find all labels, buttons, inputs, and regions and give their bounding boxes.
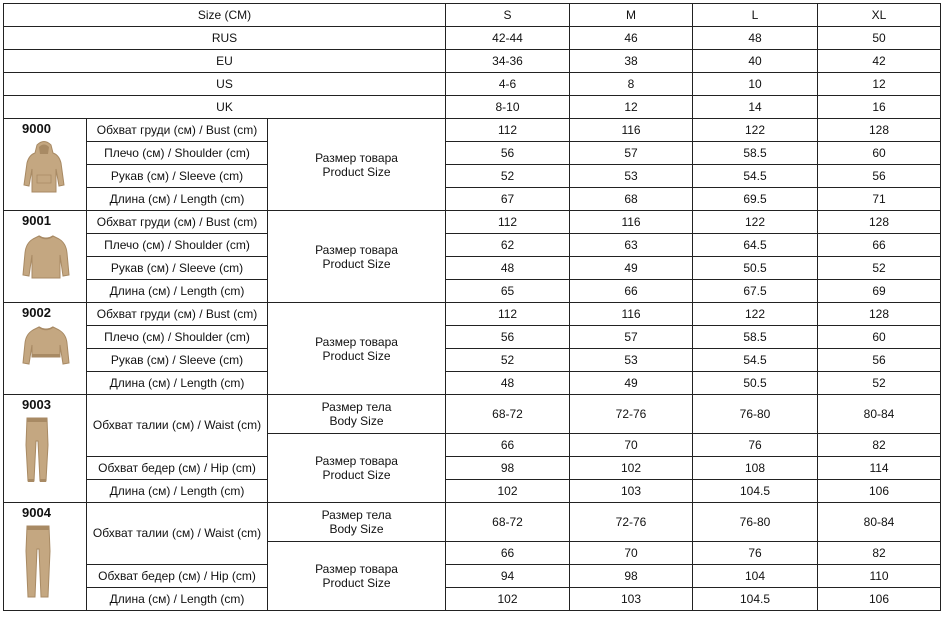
label-en: Product Size — [322, 256, 391, 271]
size-value: 56 — [818, 165, 941, 188]
label-ru: Размер товара — [315, 562, 398, 576]
size-value: 112 — [446, 303, 570, 326]
label-ru: Размер тела — [321, 508, 392, 522]
product-code-cell — [4, 211, 87, 303]
region-value: 12 — [818, 73, 941, 96]
size-value: 80-84 — [818, 503, 941, 542]
label-ru: Размер товара — [315, 454, 398, 468]
size-value: 62 — [446, 234, 570, 257]
size-value: 67.5 — [693, 280, 818, 303]
size-column-xl: XL — [818, 4, 941, 27]
product-code: 9003 — [22, 397, 51, 412]
size-value: 71 — [818, 188, 941, 211]
size-column-m: M — [570, 4, 693, 27]
measurement-label: Обхват бедер (см) / Hip (cm) — [87, 457, 268, 480]
measurement-label: Длина (см) / Length (cm) — [87, 588, 268, 611]
size-value: 66 — [570, 280, 693, 303]
region-value: 10 — [693, 73, 818, 96]
size-value: 70 — [570, 434, 693, 457]
measurement-row — [4, 457, 941, 480]
measurement-row — [4, 503, 941, 542]
label-ru: Размер товара — [315, 242, 398, 257]
size-value: 128 — [818, 303, 941, 326]
region-value: 42-44 — [446, 27, 570, 50]
measurement-row — [4, 165, 941, 188]
measurement-label: Обхват бедер (см) / Hip (cm) — [87, 565, 268, 588]
size-value: 76 — [693, 542, 818, 565]
beige-sweatshirt-image — [22, 231, 86, 281]
label-en: Product Size — [322, 348, 391, 363]
size-value: 94 — [446, 565, 570, 588]
size-value: 76-80 — [693, 395, 818, 434]
measurement-row — [4, 188, 941, 211]
size-value: 122 — [693, 303, 818, 326]
size-value: 60 — [818, 326, 941, 349]
size-value: 56 — [446, 326, 570, 349]
size-value: 102 — [446, 480, 570, 503]
size-value: 50.5 — [693, 372, 818, 395]
measurement-label: Обхват талии (см) / Waist (cm) — [87, 395, 268, 457]
size-value: 106 — [818, 588, 941, 611]
size-value: 52 — [446, 349, 570, 372]
measurement-row — [4, 326, 941, 349]
size-column-s: S — [446, 4, 570, 27]
size-value: 103 — [570, 480, 693, 503]
region-value: 38 — [570, 50, 693, 73]
body-size-label — [268, 503, 446, 542]
size-value: 116 — [570, 119, 693, 142]
beige-hoodie-image — [22, 139, 86, 195]
size-value: 69.5 — [693, 188, 818, 211]
size-chart-table — [3, 3, 941, 611]
size-value: 76-80 — [693, 503, 818, 542]
size-value: 80-84 — [818, 395, 941, 434]
size-value: 56 — [818, 349, 941, 372]
size-value: 50.5 — [693, 257, 818, 280]
measurement-label: Рукав (см) / Sleeve (cm) — [87, 257, 268, 280]
size-value: 57 — [570, 326, 693, 349]
size-value: 112 — [446, 119, 570, 142]
product-code: 9000 — [22, 121, 51, 136]
region-label: RUS — [4, 27, 446, 50]
size-value: 76 — [693, 434, 818, 457]
region-value: 34-36 — [446, 50, 570, 73]
measurement-label: Длина (см) / Length (cm) — [87, 280, 268, 303]
size-value: 49 — [570, 257, 693, 280]
region-value: 16 — [818, 96, 941, 119]
size-value: 69 — [818, 280, 941, 303]
product-size-label — [268, 303, 446, 395]
product-size-label — [268, 119, 446, 211]
size-value: 65 — [446, 280, 570, 303]
size-value: 66 — [818, 234, 941, 257]
label-en: Product Size — [322, 468, 391, 482]
measurement-label: Рукав (см) / Sleeve (cm) — [87, 349, 268, 372]
measurement-label: Обхват груди (см) / Bust (cm) — [87, 211, 268, 234]
size-value: 128 — [818, 211, 941, 234]
size-value: 114 — [818, 457, 941, 480]
size-value: 48 — [446, 257, 570, 280]
measurement-row — [4, 234, 941, 257]
size-value: 70 — [570, 542, 693, 565]
size-value: 82 — [818, 434, 941, 457]
size-value: 68-72 — [446, 503, 570, 542]
measurement-label: Плечо (см) / Shoulder (cm) — [87, 326, 268, 349]
region-value: 14 — [693, 96, 818, 119]
header-row — [4, 4, 941, 27]
label-ru: Размер товара — [315, 334, 398, 349]
product-size-label — [268, 434, 446, 503]
measurement-label: Плечо (см) / Shoulder (cm) — [87, 142, 268, 165]
measurement-row — [4, 119, 941, 142]
region-value: 8-10 — [446, 96, 570, 119]
size-value: 128 — [818, 119, 941, 142]
product-code-cell — [4, 119, 87, 211]
product-code: 9002 — [22, 305, 51, 320]
measurement-row — [4, 257, 941, 280]
size-value: 102 — [570, 457, 693, 480]
product-code-cell — [4, 303, 87, 395]
label-ru: Размер тела — [321, 400, 392, 414]
region-value: 50 — [818, 27, 941, 50]
product-size-label — [268, 542, 446, 611]
region-row — [4, 50, 941, 73]
measurement-label: Плечо (см) / Shoulder (cm) — [87, 234, 268, 257]
measurement-row — [4, 280, 941, 303]
beige-slim-pants-image — [22, 523, 86, 601]
region-row — [4, 73, 941, 96]
label-en: Body Size — [329, 414, 384, 428]
size-value: 53 — [570, 349, 693, 372]
measurement-label: Длина (см) / Length (cm) — [87, 372, 268, 395]
region-value: 42 — [818, 50, 941, 73]
measurement-row — [4, 142, 941, 165]
measurement-label: Обхват груди (см) / Bust (cm) — [87, 119, 268, 142]
size-value: 98 — [570, 565, 693, 588]
size-value: 112 — [446, 211, 570, 234]
size-value: 116 — [570, 211, 693, 234]
size-value: 104.5 — [693, 480, 818, 503]
beige-cropped-sweatshirt-image — [22, 323, 86, 369]
product-code-cell — [4, 503, 87, 611]
size-value: 57 — [570, 142, 693, 165]
measurement-row — [4, 588, 941, 611]
measurement-row — [4, 565, 941, 588]
size-value: 122 — [693, 119, 818, 142]
size-value: 110 — [818, 565, 941, 588]
region-label: EU — [4, 50, 446, 73]
label-en: Product Size — [322, 576, 391, 590]
measurement-label: Длина (см) / Length (cm) — [87, 188, 268, 211]
label-en: Product Size — [322, 164, 391, 179]
size-value: 104.5 — [693, 588, 818, 611]
region-label: US — [4, 73, 446, 96]
product-code: 9004 — [22, 505, 51, 520]
size-value: 98 — [446, 457, 570, 480]
size-value: 58.5 — [693, 326, 818, 349]
measurement-row — [4, 211, 941, 234]
region-label: UK — [4, 96, 446, 119]
size-value: 67 — [446, 188, 570, 211]
size-value: 82 — [818, 542, 941, 565]
size-value: 104 — [693, 565, 818, 588]
size-value: 49 — [570, 372, 693, 395]
size-value: 54.5 — [693, 165, 818, 188]
size-value: 103 — [570, 588, 693, 611]
measurement-row — [4, 349, 941, 372]
size-value: 54.5 — [693, 349, 818, 372]
size-value: 53 — [570, 165, 693, 188]
size-value: 122 — [693, 211, 818, 234]
product-code: 9001 — [22, 213, 51, 228]
size-value: 116 — [570, 303, 693, 326]
region-value: 12 — [570, 96, 693, 119]
size-value: 72-76 — [570, 395, 693, 434]
measurement-row — [4, 303, 941, 326]
size-value: 60 — [818, 142, 941, 165]
label-en: Body Size — [329, 522, 384, 536]
size-column-l: L — [693, 4, 818, 27]
region-value: 40 — [693, 50, 818, 73]
region-value: 46 — [570, 27, 693, 50]
size-value: 58.5 — [693, 142, 818, 165]
measurement-label: Обхват груди (см) / Bust (cm) — [87, 303, 268, 326]
region-value: 4-6 — [446, 73, 570, 96]
body-size-label — [268, 395, 446, 434]
measurement-label: Длина (см) / Length (cm) — [87, 480, 268, 503]
label-ru: Размер товара — [315, 150, 398, 165]
region-value: 48 — [693, 27, 818, 50]
measurement-row — [4, 395, 941, 434]
size-value: 64.5 — [693, 234, 818, 257]
product-code-cell — [4, 395, 87, 503]
size-value: 106 — [818, 480, 941, 503]
size-value: 72-76 — [570, 503, 693, 542]
measurement-label: Рукав (см) / Sleeve (cm) — [87, 165, 268, 188]
size-value: 68-72 — [446, 395, 570, 434]
size-value: 52 — [446, 165, 570, 188]
region-row — [4, 27, 941, 50]
size-value: 68 — [570, 188, 693, 211]
region-value: 8 — [570, 73, 693, 96]
size-value: 108 — [693, 457, 818, 480]
size-value: 63 — [570, 234, 693, 257]
size-value: 66 — [446, 542, 570, 565]
size-value: 52 — [818, 372, 941, 395]
size-header-label: Size (CM) — [4, 4, 446, 27]
region-row — [4, 96, 941, 119]
size-value: 56 — [446, 142, 570, 165]
size-value: 66 — [446, 434, 570, 457]
beige-sweatpants-image — [22, 415, 86, 487]
measurement-row — [4, 372, 941, 395]
measurement-row — [4, 480, 941, 503]
size-value: 102 — [446, 588, 570, 611]
measurement-label: Обхват талии (см) / Waist (cm) — [87, 503, 268, 565]
size-value: 52 — [818, 257, 941, 280]
size-value: 48 — [446, 372, 570, 395]
product-size-label — [268, 211, 446, 303]
